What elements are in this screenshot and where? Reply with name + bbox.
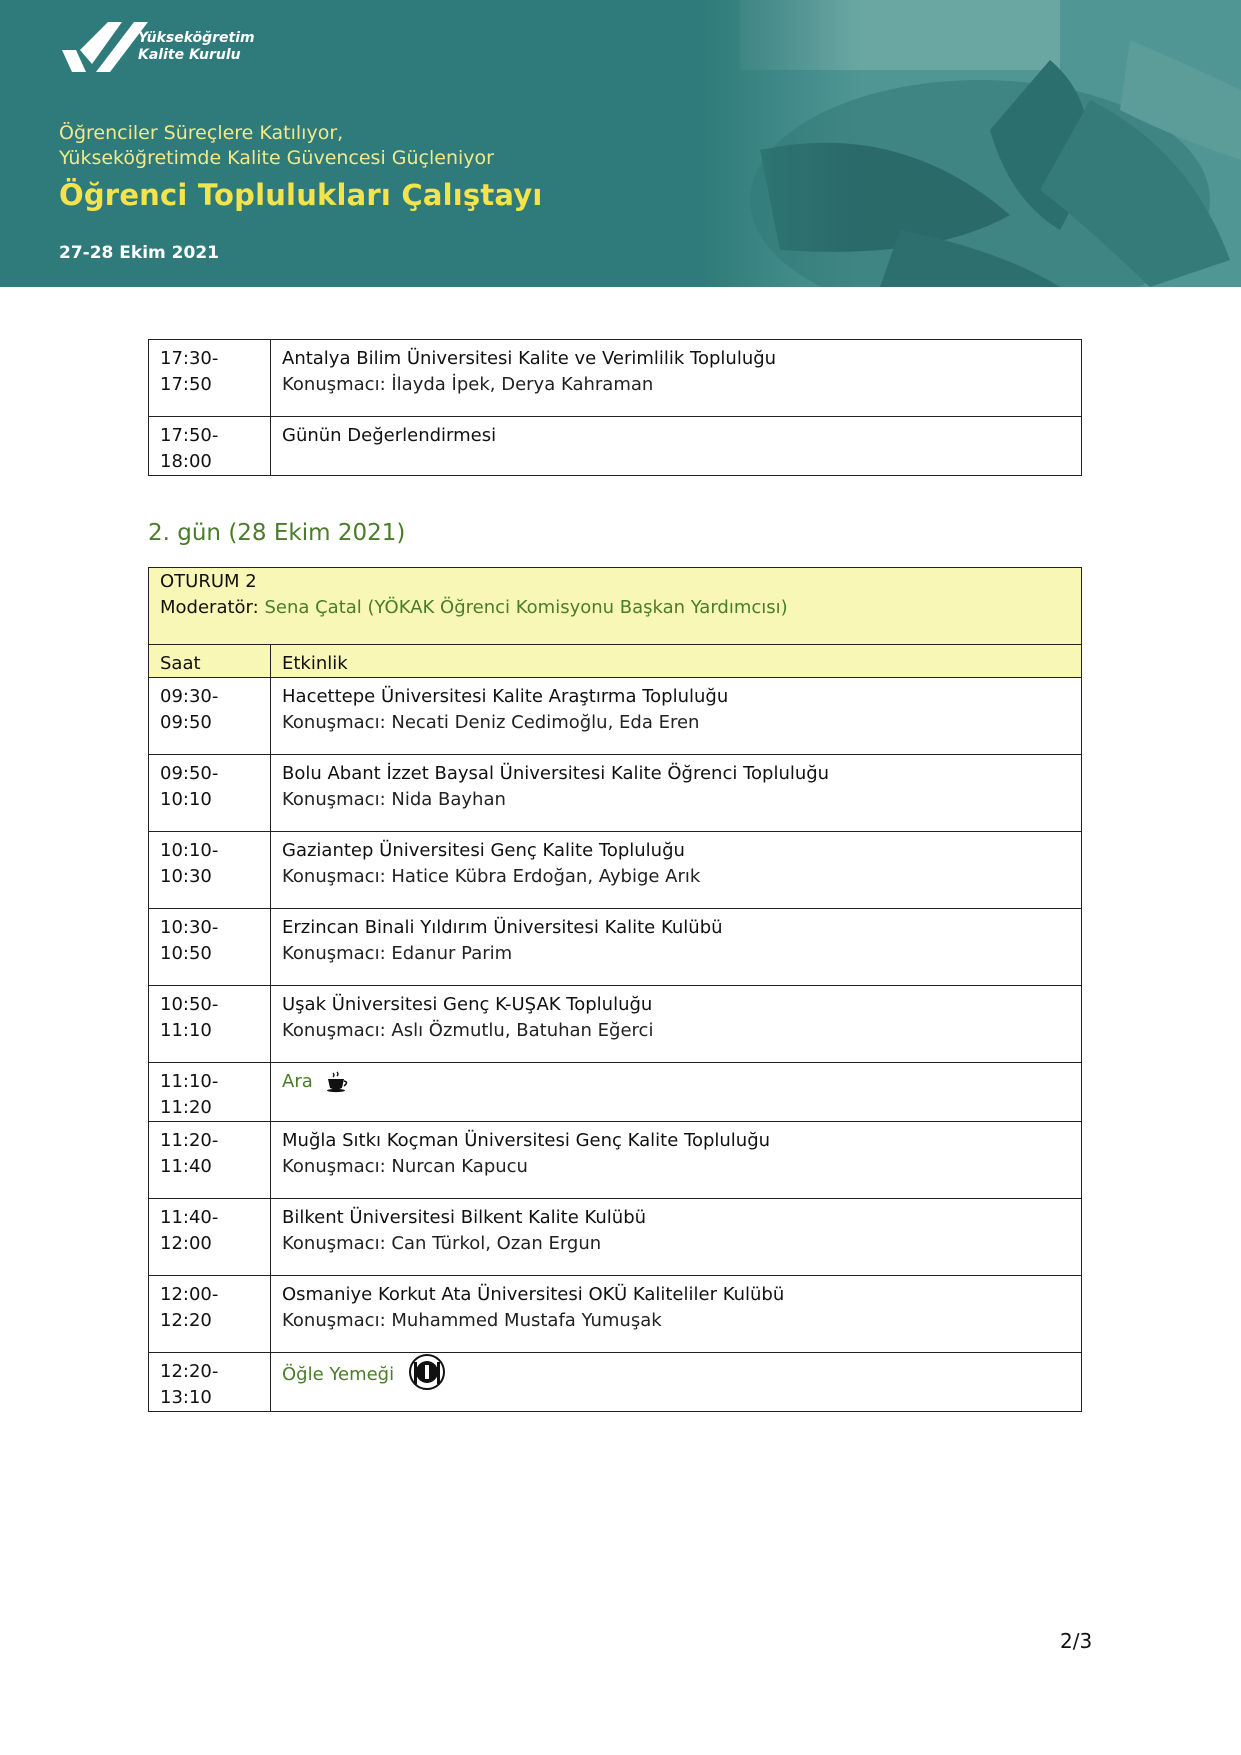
time-cell: 12:20-13:10: [149, 1353, 271, 1412]
event-cell: [271, 340, 1082, 417]
table-row: [149, 340, 1082, 417]
event-title: Muğla Sıtkı Koçman Üniversitesi Genç Kalite Topluluğu: [282, 1130, 771, 1151]
session-name: OTURUM 2: [160, 571, 257, 592]
event-cell: [271, 1276, 1082, 1353]
table-row: [149, 909, 1082, 986]
table-row: [149, 755, 1082, 832]
day2-heading: 2. gün (28 Ekim 2021): [148, 520, 406, 546]
event-cell: [271, 1122, 1082, 1199]
event-title: Gaziantep Üniversitesi Genç Kalite Topluluğu: [282, 840, 685, 861]
subtitle-line-2: Yükseköğretimde Kalite Güvencesi Güçleniyor: [59, 147, 494, 169]
event-cell: [271, 755, 1082, 832]
meal-plate-icon: [408, 1353, 446, 1391]
time-cell: 11:10-11:20: [149, 1063, 271, 1122]
event-title: Osmaniye Korkut Ata Üniversitesi OKÜ Kaliteliler Kulübü: [282, 1284, 785, 1305]
table-row: [149, 1276, 1082, 1353]
time-cell: 17:50-18:00: [149, 417, 271, 476]
table-row: [149, 678, 1082, 755]
time-cell: 10:30-10:50: [149, 909, 271, 986]
event-title: Hacettepe Üniversitesi Kalite Araştırma Topluluğu: [282, 686, 729, 707]
session-header-cell: [149, 568, 1082, 645]
event-title: Antalya Bilim Üniversitesi Kalite ve Verimlilik Topluluğu: [282, 348, 777, 369]
time-cell: 17:30-17:50: [149, 340, 271, 417]
event-speakers: Konuşmacı: Muhammed Mustafa Yumuşak: [282, 1310, 662, 1331]
subtitle-line-1: Öğrenciler Süreçlere Katılıyor,: [59, 122, 344, 144]
page-title: Öğrenci Toplulukları Çalıştayı: [59, 178, 543, 212]
event-title: Erzincan Binali Yıldırım Üniversitesi Kalite Kulübü: [282, 917, 723, 938]
event-speakers: Konuşmacı: Hatice Kübra Erdoğan, Aybige Arık: [282, 866, 701, 887]
table-row: [149, 832, 1082, 909]
event-cell: [271, 909, 1082, 986]
time-cell: 09:50-10:10: [149, 755, 271, 832]
event-speakers: Konuşmacı: Nurcan Kapucu: [282, 1156, 528, 1177]
column-header-time: Saat: [149, 645, 271, 678]
event-date: 27-28 Ekim 2021: [59, 243, 219, 263]
event-speakers: Konuşmacı: Edanur Parim: [282, 943, 513, 964]
break-cell: [271, 1353, 1082, 1412]
day1-schedule-table: [148, 339, 1082, 476]
table-row: [149, 1122, 1082, 1199]
event-cell: [271, 678, 1082, 755]
event-cell: [271, 1199, 1082, 1276]
break-row: [149, 1353, 1082, 1412]
time-cell: 09:30-09:50: [149, 678, 271, 755]
header-banner: [0, 0, 1241, 287]
time-cell: 11:40-12:00: [149, 1199, 271, 1276]
break-cell: [271, 1063, 1082, 1122]
event-cell: [271, 986, 1082, 1063]
event-cell: [271, 832, 1082, 909]
logo-text: Yükseköğretim Kalite Kurulu: [138, 30, 255, 63]
table-row: [149, 417, 1082, 476]
event-cell: [271, 417, 1082, 476]
time-cell: 10:10-10:30: [149, 832, 271, 909]
event-speakers: Konuşmacı: Necati Deniz Cedimoğlu, Eda Eren: [282, 712, 700, 733]
event-title: Bilkent Üniversitesi Bilkent Kalite Kulübü: [282, 1207, 647, 1228]
event-title: Uşak Üniversitesi Genç K-UŞAK Topluluğu: [282, 994, 653, 1015]
moderator-line: Moderatör: Sena Çatal (YÖKAK Öğrenci Komisyonu Başkan Yardımcısı): [160, 597, 788, 618]
session-header-row: [149, 568, 1082, 645]
time-cell: 10:50-11:10: [149, 986, 271, 1063]
coffee-cup-icon: [326, 1071, 350, 1093]
break-label: Öğle Yemeği: [282, 1364, 395, 1385]
table-row: [149, 1199, 1082, 1276]
banner-subtitle: [59, 121, 494, 171]
time-cell: 12:00-12:20: [149, 1276, 271, 1353]
break-row: [149, 1063, 1082, 1122]
table-row: [149, 986, 1082, 1063]
event-title: Bolu Abant İzzet Baysal Üniversitesi Kalite Öğrenci Topluluğu: [282, 763, 830, 784]
day2-schedule-table: [148, 567, 1082, 1412]
column-header-event: Etkinlik: [271, 645, 1082, 678]
page-number: 2/3: [1060, 1629, 1093, 1653]
event-speakers: Konuşmacı: Nida Bayhan: [282, 789, 506, 810]
event-speakers: Konuşmacı: İlayda İpek, Derya Kahraman: [282, 374, 654, 395]
break-label: Ara: [282, 1071, 313, 1092]
time-cell: 11:20-11:40: [149, 1122, 271, 1199]
event-speakers: Konuşmacı: Aslı Özmutlu, Batuhan Eğerci: [282, 1020, 654, 1041]
column-header-row: [149, 645, 1082, 678]
event-title: Günün Değerlendirmesi: [282, 425, 497, 446]
event-speakers: Konuşmacı: Can Türkol, Ozan Ergun: [282, 1233, 602, 1254]
